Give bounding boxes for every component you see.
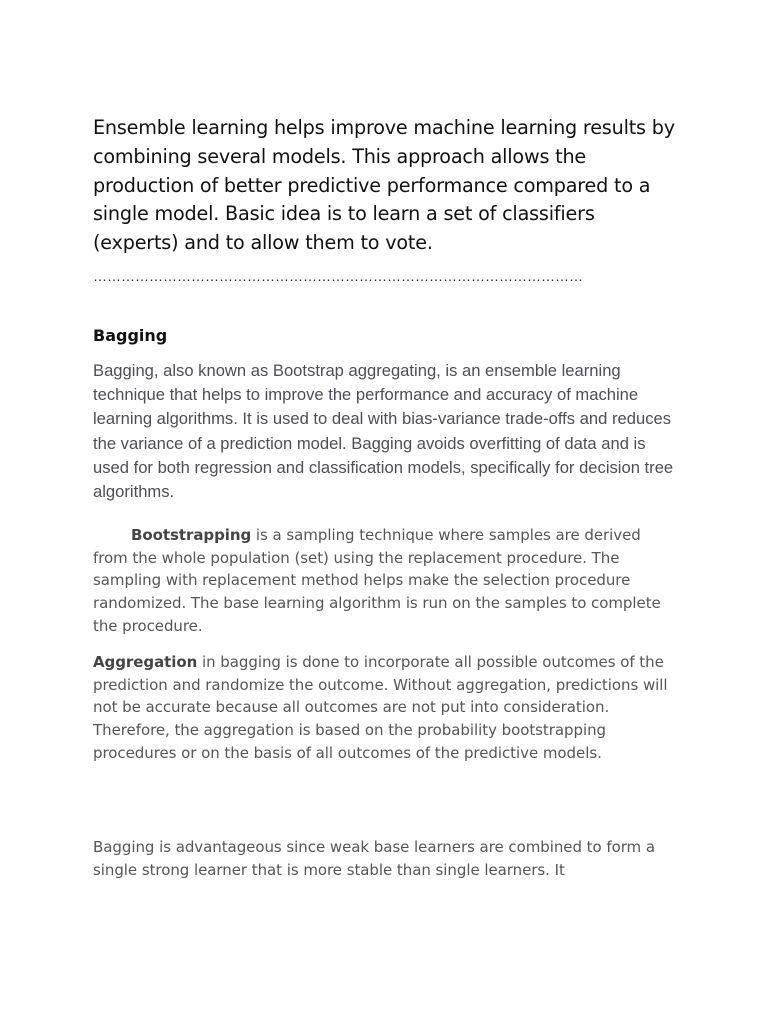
aggregation-text: in bagging is done to incorporate all possible outcomes of the prediction and randomize the outcome. Without aggregation, predictions will not be accurate because all outcomes are not put into consideration. Therefore, the aggregation is based on the probability bootstrapping procedures or on the basis of all outcomes of the predictive models. xyxy=(93,653,668,762)
bootstrapping-paragraph xyxy=(93,524,679,637)
bootstrapping-term: Bootstrapping xyxy=(131,526,252,545)
dotted-separator: …………………………………………………………………………………………… xyxy=(93,267,583,284)
document-page xyxy=(93,114,679,881)
bagging-heading: Bagging xyxy=(93,325,168,345)
bagging-definition-paragraph: Bagging, also known as Bootstrap aggregating, is an ensemble learning technique that helps to improve the performance and accuracy of machine learning algorithms. It is used to deal with bias-variance trade-offs and reduces the variance of a prediction model. Bagging avoids overfitting of data and is used for both regression and classification models, specifically for decision tree algorithms. xyxy=(93,360,674,501)
bootstrapping-text: is a sampling technique where samples are derived from the whole population (set) using the replacement procedure. The sampling with replacement method helps make the selection procedure randomized. The base learning algorithm is run on the samples to complete the procedure. xyxy=(93,526,661,635)
intro-paragraph: Ensemble learning helps improve machine learning results by combining several models. This approach allows the production of better predictive performance compared to a single model. Basic idea is to learn a set of classifiers (experts) and to allow them to vote. xyxy=(93,116,675,255)
bagging-advantage-paragraph: Bagging is advantageous since weak base learners are combined to form a single strong learner that is more stable than single learners. It xyxy=(93,838,655,879)
aggregation-paragraph xyxy=(93,651,679,764)
aggregation-term: Aggregation xyxy=(93,653,198,672)
